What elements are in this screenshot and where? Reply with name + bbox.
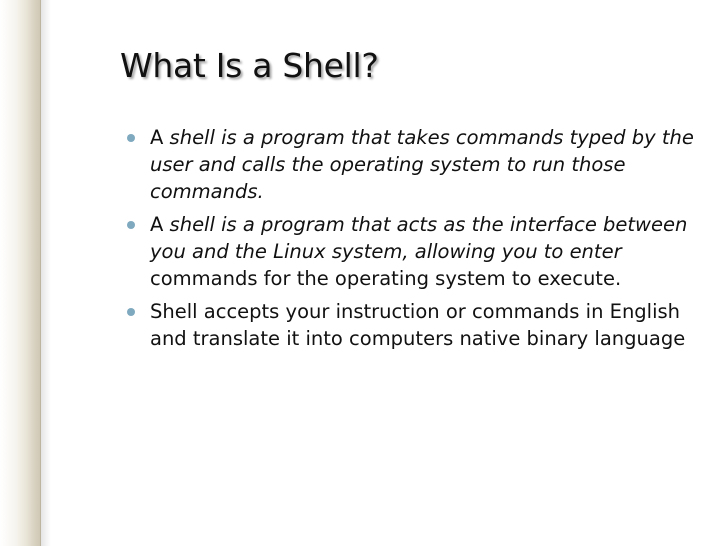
bullet-item <box>150 124 710 205</box>
bullet-item <box>150 211 710 292</box>
bullet-text-segment: commands for the operating system to execute. <box>150 267 622 290</box>
bullet-icon <box>127 221 135 229</box>
bullet-text-segment: Shell accepts your instruction or commands in English and translate it into computers native binary language <box>150 300 686 350</box>
bullet-item <box>150 298 710 352</box>
bullet-icon <box>127 308 135 316</box>
page-edge-decoration <box>0 0 40 546</box>
bullet-text-segment: shell is a program that acts as the interface between you and the Linux system, allowing you to enter <box>150 213 688 263</box>
bullet-icon <box>127 134 135 142</box>
bullet-text-segment: A <box>150 126 170 149</box>
bullet-list <box>150 124 710 358</box>
slide-title: What Is a Shell? <box>120 46 379 85</box>
bullet-text-segment: shell is a program that takes commands typed by the user and calls the operating system to run those commands. <box>150 126 694 203</box>
page-edge-shadow <box>41 0 51 546</box>
bullet-text-segment: A <box>150 213 170 236</box>
